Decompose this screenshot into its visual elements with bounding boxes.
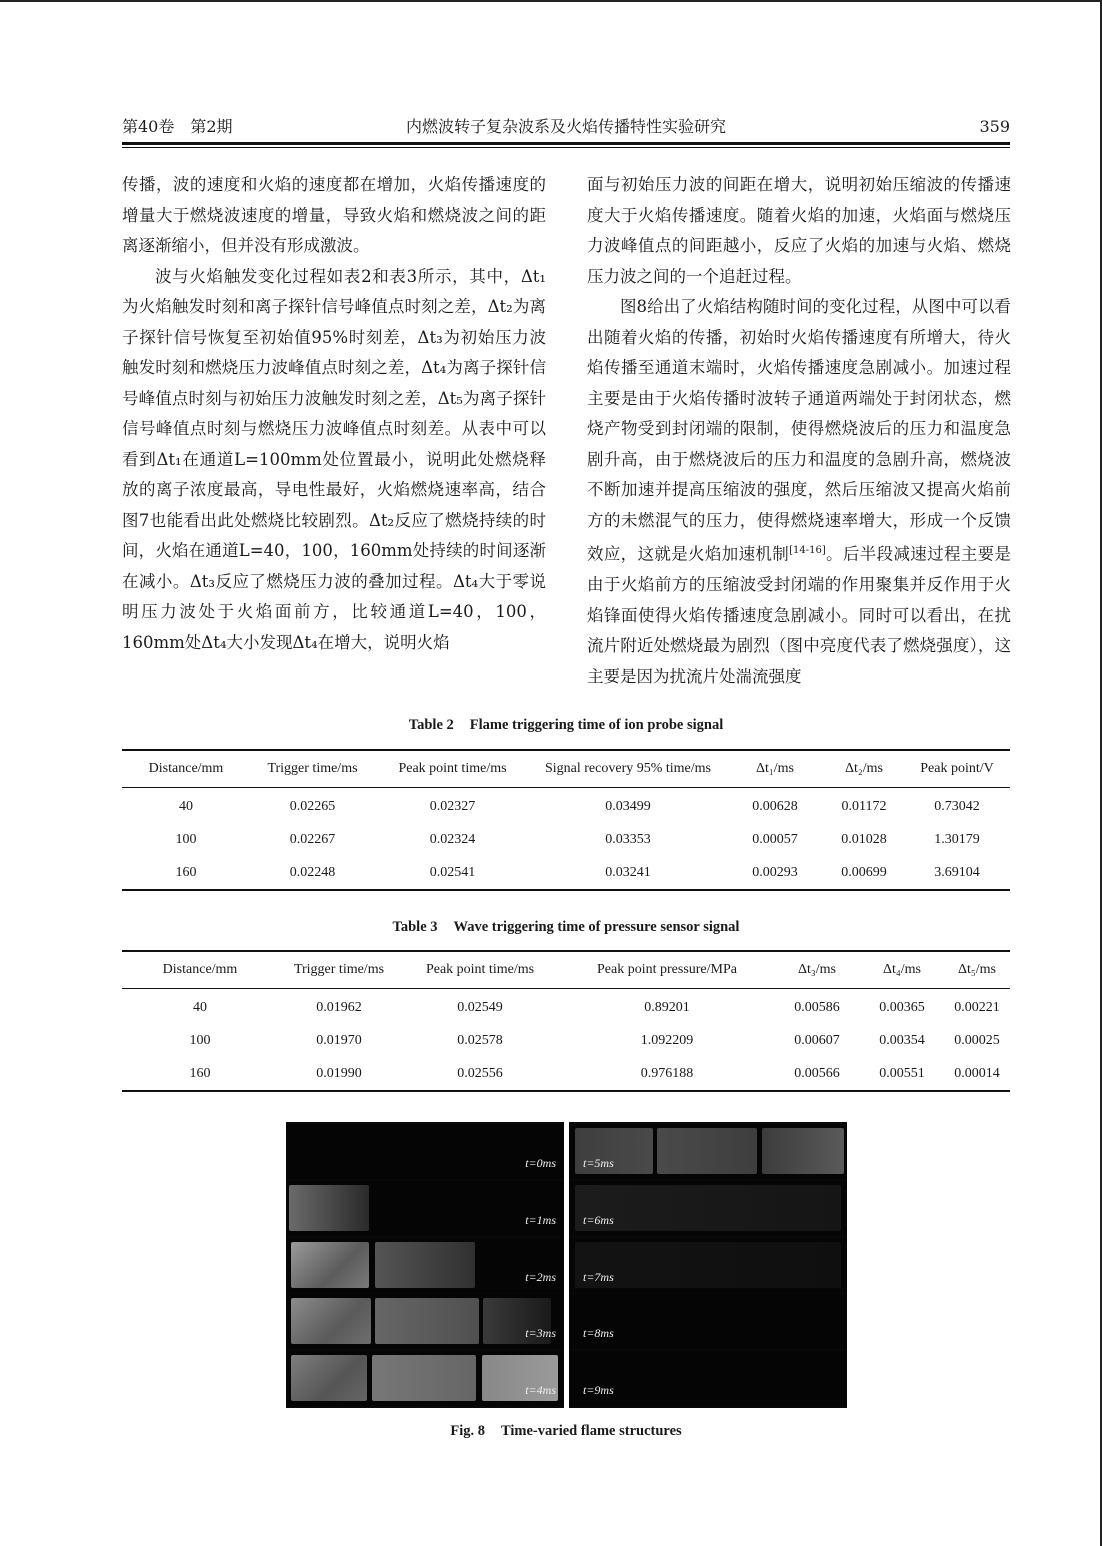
table-cell: 0.01028 xyxy=(841,831,887,847)
table-cell: 0.00586 xyxy=(794,999,840,1015)
left-text-column xyxy=(122,170,546,658)
frame-time-label: t=4ms xyxy=(525,1383,556,1397)
column-header: Trigger time/ms xyxy=(267,761,358,776)
table-cell: 0.976188 xyxy=(640,1065,694,1081)
paragraph: 传播，波的速度和火焰的速度都在增加，火焰传播速度的增量大于燃烧波速度的增量，导致火焰和燃烧波之间的距离逐渐缩小，但并没有形成激波。 xyxy=(122,175,546,255)
page-top-border xyxy=(0,0,1102,2)
table-row xyxy=(122,788,1010,824)
table-header-row xyxy=(122,951,1010,989)
figure-8 xyxy=(286,1122,847,1408)
table-cell: 0.00014 xyxy=(954,1065,1000,1081)
table-cell: 0.02265 xyxy=(289,798,336,814)
header-rule-thin xyxy=(122,147,1010,148)
table2-title: Flame triggering time of ion probe signal xyxy=(469,717,724,733)
frame-time-label: t=6ms xyxy=(583,1213,614,1227)
figure-label: Fig. 8 xyxy=(450,1423,485,1439)
table3-label: Table 3 xyxy=(392,919,438,935)
right-text-column xyxy=(587,170,1011,692)
column-header: Δt₄/ms xyxy=(882,962,921,977)
flame-frame xyxy=(286,1181,564,1236)
table-row xyxy=(122,989,1010,1025)
column-header: Peak point time/ms xyxy=(398,761,507,776)
frame-time-label: t=2ms xyxy=(525,1270,556,1284)
table3-caption xyxy=(122,919,1010,936)
journal-volume-issue: 第40卷 第2期 xyxy=(122,117,233,136)
frame-time-label: t=7ms xyxy=(583,1270,614,1284)
flame-frame xyxy=(569,1294,847,1349)
frame-time-label: t=0ms xyxy=(525,1156,556,1170)
column-header: Peak point time/ms xyxy=(425,962,535,977)
frame-time-label: t=8ms xyxy=(583,1326,614,1340)
column-header: Δt₃/ms xyxy=(797,962,836,977)
flame-frame xyxy=(569,1351,847,1406)
table-cell: 0.02541 xyxy=(429,864,476,880)
column-header: Distance/mm xyxy=(162,962,238,977)
table-cell: 0.00293 xyxy=(752,864,798,880)
table-cell: 0.73042 xyxy=(934,798,980,814)
table2-caption xyxy=(122,717,1010,734)
column-header: Peak point/V xyxy=(920,761,994,776)
header-rule-thick xyxy=(122,142,1010,145)
flame-frame xyxy=(286,1294,564,1349)
column-header: Trigger time/ms xyxy=(293,962,385,977)
table-cell: 0.00221 xyxy=(954,999,1000,1015)
table-cell: 40 xyxy=(179,798,193,814)
column-header: Δt₂/ms xyxy=(844,761,883,776)
table-cell: 40 xyxy=(193,999,207,1015)
table-cell: 0.00057 xyxy=(752,831,798,847)
table-cell: 0.00365 xyxy=(879,999,925,1015)
table-cell: 0.03499 xyxy=(605,798,651,814)
figure8-caption xyxy=(122,1423,1010,1440)
paragraph: 波与火焰触发变化过程如表2和表3所示，其中，Δt₁为火焰触发时刻和离子探针信号峰值点时刻之差，Δt₂为离子探针信号恢复至初始值95%时刻差，Δt₃为初始压力波触发时刻和燃烧压力波峰值点时刻之差，Δt₄为离子探针信号峰值点时刻与初始压力波触发时刻之差，Δt₅为离子探针信号峰值点时刻与燃烧压力波峰值点时刻差。从表中可以看到Δt₁在通道L=100mm处位置最小，说明此处燃烧释放的离子浓度最高，导电性最好，火焰燃烧速率高，结合图7也能看出此处燃烧比较剧烈。Δt₂反应了燃烧持续的时间，火焰在通道L=40，100，160mm处持续的时间逐渐在减小。Δt₃反应了燃烧压力波的叠加过程。Δt₄大于零说明压力波处于火焰面前方，比较通道L=40，100，160mm处Δt₄大小发现Δt₄在增大，说明火焰 xyxy=(122,266,546,652)
table3-title: Wave triggering time of pressure sensor signal xyxy=(453,919,740,935)
paragraph-text: 图8给出了火焰结构随时间的变化过程，从图中可以看出随着火焰的传播，初始时火焰传播速度有所增大，待火焰传播至通道末端时，火焰传播速度急剧减小。加速过程主要是由于火焰传播时波转子通道两端处于封闭状态，燃烧产物受到封闭端的限制，使得燃烧波后的压力和温度急剧升高，由于燃烧波后的压力和温度的急剧升高，燃烧波不断加速并提高压缩波的强度，然后压缩波又提高火焰前方的未燃混气的压力，使得燃烧速率增大，形成一个反馈效应，这就是火焰加速机制 xyxy=(587,297,1011,564)
table-cell: 0.02327 xyxy=(429,798,476,814)
paragraph: 面与初始压力波的间距在增大，说明初始压缩波的传播速度大于火焰传播速度。随着火焰的加速，火焰面与燃烧压力波峰值点的间距越小，反应了火焰的加速与火焰、燃烧压力波之间的一个追赶过程。 xyxy=(587,175,1011,286)
table-cell: 0.02578 xyxy=(457,1032,503,1048)
table-cell: 1.30179 xyxy=(934,831,980,847)
column-header: Distance/mm xyxy=(148,761,224,776)
frame-time-label: t=9ms xyxy=(583,1383,614,1397)
running-header xyxy=(122,116,1010,142)
figure-left-column xyxy=(286,1122,564,1408)
column-header: Peak point pressure/MPa xyxy=(597,962,737,977)
flame-frame xyxy=(286,1124,564,1179)
figure-title: Time-varied flame structures xyxy=(500,1423,682,1439)
flame-frame xyxy=(569,1238,847,1293)
table-row xyxy=(122,856,1010,890)
flame-frame xyxy=(569,1124,847,1179)
table-cell: 160 xyxy=(189,1065,211,1081)
table3 xyxy=(122,950,1010,1092)
page-number: 359 xyxy=(979,117,1010,136)
table-cell: 0.00607 xyxy=(794,1032,840,1048)
table-cell: 100 xyxy=(175,831,197,847)
article-running-title: 内燃波转子复杂波系及火焰传播特性实验研究 xyxy=(405,117,726,136)
table-header-row xyxy=(122,750,1010,788)
table-cell: 0.02549 xyxy=(457,999,503,1015)
table-cell: 0.01990 xyxy=(316,1065,362,1081)
table-cell: 100 xyxy=(189,1032,211,1048)
table-row xyxy=(122,823,1010,856)
column-header: Δt₅/ms xyxy=(957,962,996,977)
frame-time-label: t=1ms xyxy=(525,1213,556,1227)
flame-frame xyxy=(569,1181,847,1236)
table-cell: 0.89201 xyxy=(644,999,690,1015)
table-cell: 0.00551 xyxy=(879,1065,925,1081)
table-cell: 0.02248 xyxy=(289,864,336,880)
column-header: Δt₁/ms xyxy=(755,761,794,776)
paragraph xyxy=(587,292,1011,692)
table-cell: 0.01970 xyxy=(316,1032,362,1048)
citation: [14-16] xyxy=(789,545,826,556)
table-cell: 0.00354 xyxy=(879,1032,925,1048)
table-cell: 0.01962 xyxy=(316,999,362,1015)
table-row xyxy=(122,1024,1010,1057)
table-cell: 0.02556 xyxy=(457,1065,503,1081)
column-header: Signal recovery 95% time/ms xyxy=(544,761,712,776)
table-cell: 0.03241 xyxy=(605,864,651,880)
table-cell: 1.092209 xyxy=(640,1032,694,1048)
flame-frame xyxy=(286,1238,564,1293)
frame-time-label: t=3ms xyxy=(525,1326,556,1340)
figure-right-column xyxy=(569,1122,847,1408)
table-cell: 3.69104 xyxy=(934,864,980,880)
flame-frame xyxy=(286,1351,564,1406)
table-row xyxy=(122,1057,1010,1091)
table-cell: 0.00628 xyxy=(752,798,798,814)
table-cell: 0.00025 xyxy=(954,1032,1000,1048)
table-cell: 0.00566 xyxy=(794,1065,840,1081)
table-cell: 0.03353 xyxy=(605,831,651,847)
table-cell: 0.02267 xyxy=(289,831,336,847)
frame-time-label: t=5ms xyxy=(583,1156,614,1170)
table2-label: Table 2 xyxy=(408,717,454,733)
table2 xyxy=(122,749,1010,891)
table-cell: 0.00699 xyxy=(841,864,887,880)
table-cell: 0.02324 xyxy=(429,831,476,847)
table-cell: 0.01172 xyxy=(841,798,887,814)
paragraph-text: 。后半段减速过程主要是由于火焰前方的压缩波受封闭端的作用聚集并反作用于火焰锋面使得火焰传播速度急剧减小。同时可以看出，在扰流片附近处燃烧最为剧烈（图中亮度代表了燃烧强度），这主要是因为扰流片处湍流强度 xyxy=(587,544,1012,686)
table-cell: 160 xyxy=(175,864,197,880)
